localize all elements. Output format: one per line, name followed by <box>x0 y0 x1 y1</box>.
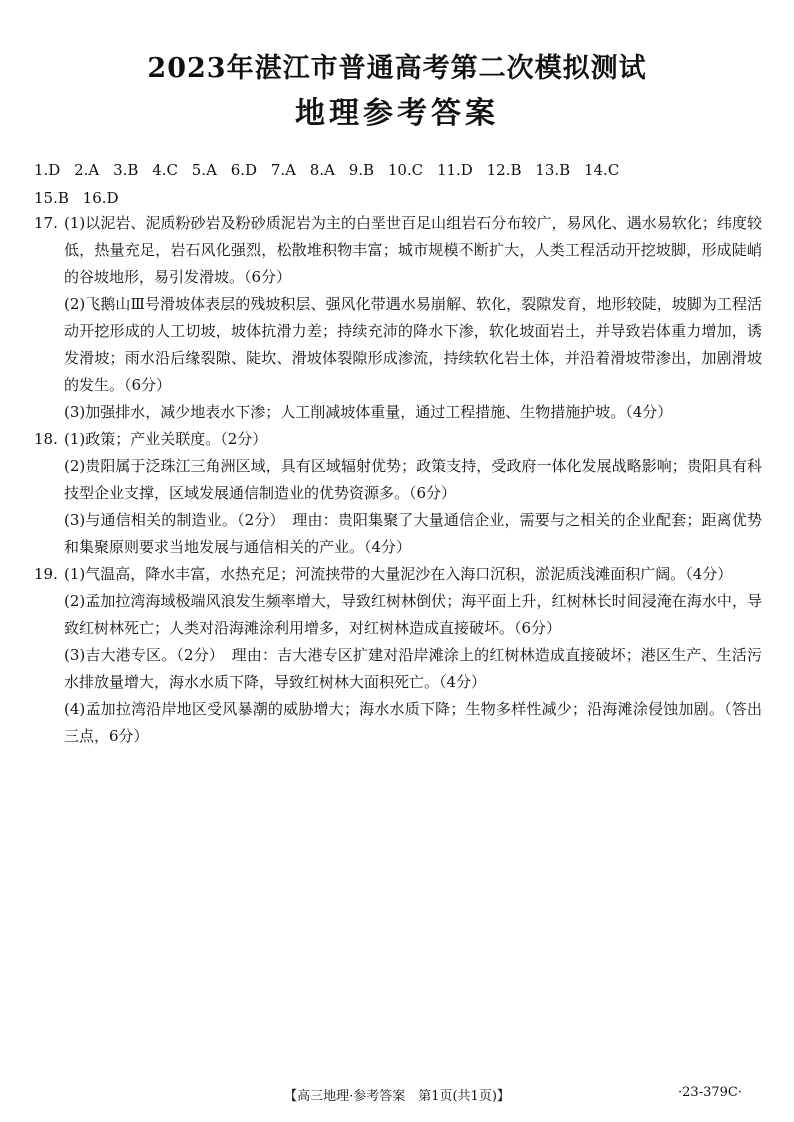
choice-answer: 13.B <box>535 161 571 179</box>
answer-part: (2)飞鹅山Ⅲ号滑坡体表层的残坡积层、强风化带遇水易崩解、软化，裂隙发育，地形较陡，坡脚为工程活动开挖形成的人工切坡，坡体抗滑力差；持续充沛的降水下渗，软化坡面岩土，并导致岩体重力增加，诱发滑坡；雨水沿后缘裂隙、陡坎、滑坡体裂隙形成渗流，持续软化岩土体，并沿着滑坡带渗出，加剧滑坡的发生。（6分） <box>64 295 762 394</box>
question-number: 19. <box>34 565 58 583</box>
choice-answer: 14.C <box>583 161 620 179</box>
footer-page-label: 【高三地理·参考答案 第1页(共1页)】 <box>284 1089 510 1104</box>
question-number: 18. <box>34 430 58 448</box>
answer-part: (1)气温高，降水丰富，水热充足；河流挟带的大量泥沙在入海口沉积，淤泥质浅滩面积广阔。（4分） <box>64 565 733 583</box>
answer-part: (1)以泥岩、泥质粉砂岩及粉砂质泥岩为主的白垩世百足山组岩石分布较广，易风化、遇水易软化；纬度较低，热量充足，岩石风化强烈，松散堆积物丰富；城市规模不断扩大，人类工程活动开挖坡脚，形成陡峭的谷坡地形，易引发滑坡。（6分） <box>64 214 762 286</box>
choice-answer: 7.A <box>270 161 296 179</box>
answer-part: (4)孟加拉湾沿岸地区受风暴潮的威胁增大；海水水质下降；生物多样性减少；沿海滩涂侵蚀加剧。（答出三点，6分） <box>64 700 762 745</box>
choice-answer: 1.D <box>34 161 61 179</box>
choice-answer: 15.B <box>34 189 69 207</box>
choice-answer: 9.B <box>348 161 375 179</box>
question-17 <box>34 210 762 426</box>
answer-body <box>34 210 762 750</box>
answer-part: (2)贵阳属于泛珠江三角洲区域，具有区域辐射优势；政策支持，受政府一体化发展战略影响；贵阳具有科技型企业支撑，区域发展通信制造业的优势资源多。（6分） <box>64 457 762 502</box>
page-subtitle: 地理参考答案 <box>295 96 499 131</box>
question-18 <box>34 426 762 561</box>
answer-part: (3)加强排水，减少地表水下渗；人工削减坡体重量，通过工程措施、生物措施护坡。（4分） <box>64 403 673 421</box>
choice-answer: 2.A <box>74 161 100 179</box>
footer-code: ·23-379C· <box>678 1085 742 1100</box>
answer-part: (3)吉大港专区。（2分） 理由：吉大港专区扩建对沿岸滩涂上的红树林造成直接破坏；港区生产、生活污水排放量增大，海水水质下降，导致红树林大面积死亡。（4分） <box>64 646 762 691</box>
multiple-choice-answers <box>34 156 764 212</box>
choice-answer: 8.A <box>309 161 335 179</box>
choice-answer: 3.B <box>113 161 139 179</box>
answer-part: (2)孟加拉湾海域极端风浪发生频率增大，导致红树林倒伏；海平面上升，红树林长时间浸淹在海水中，导致红树林死亡；人类对沿海滩涂利用增多，对红树林造成直接破坏。（6分） <box>64 592 762 637</box>
choice-answer: 6.D <box>230 161 258 179</box>
question-number: 17. <box>34 214 58 232</box>
choice-answer: 11.D <box>436 161 473 179</box>
page-title: 2023年湛江市普通高考第二次模拟测试 <box>147 53 647 84</box>
question-19 <box>34 561 762 750</box>
answer-part: (3)与通信相关的制造业。（2分） 理由：贵阳集聚了大量通信企业，需要与之相关的企业配套；距离优势和集聚原则要求当地发展与通信相关的产业。（4分） <box>64 511 762 556</box>
choice-answer: 10.C <box>387 161 424 179</box>
choice-answer: 4.C <box>152 161 178 179</box>
choice-answer: 5.A <box>191 161 217 179</box>
choice-answer: 12.B <box>486 161 522 179</box>
choice-answer: 16.D <box>82 189 119 207</box>
answer-part: (1)政策；产业关联度。（2分） <box>64 430 268 448</box>
